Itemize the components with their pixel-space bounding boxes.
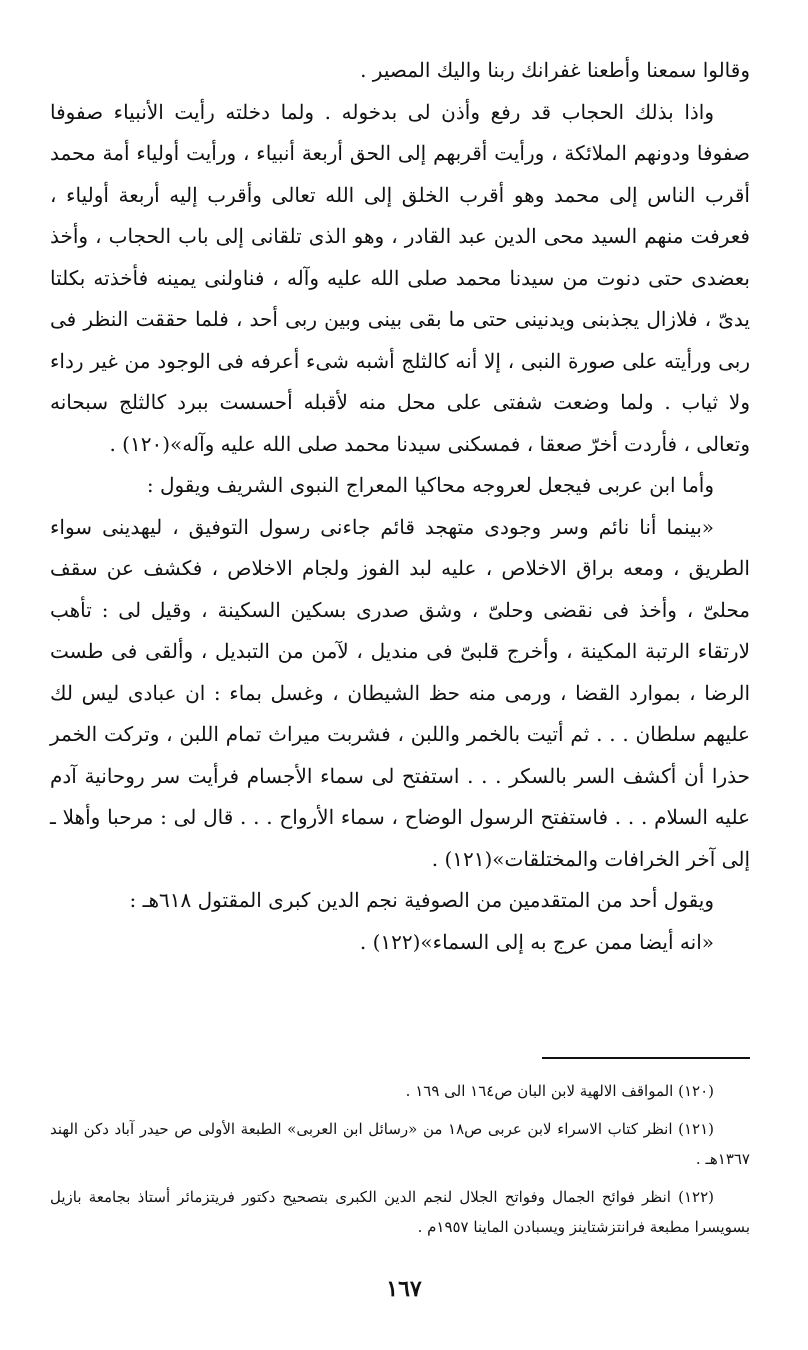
footnote-122: (١٢٢) انظر فوائح الجمال وفواتح الجلال لنجم الدين الكبرى بتصحيح دكتور فريتزمائر أستاذ بجامعة بازيل بسويسرا مطبعة فرانتزشتاينز ويسبادن الماينا ١٩٥٧م .	[50, 1188, 750, 1236]
paragraph-najm-al-din-quote: «انه أيضا ممن عرج به إلى السماء»(١٢٢) .	[359, 929, 714, 954]
main-text	[50, 50, 750, 963]
footnote-separator	[542, 1057, 750, 1059]
footnotes	[50, 1076, 750, 1250]
page-number: ١٦٧	[386, 1276, 422, 1302]
paragraph-ibn-arabi-intro: وأما ابن عربى فيجعل لعروجه محاكيا المعراج النبوى الشريف ويقول :	[146, 473, 714, 497]
footnote-120: (١٢٠) المواقف الالهية لابن البان ص١٦٤ الى ١٦٩ .	[405, 1082, 714, 1100]
paragraph-najm-al-din-intro: ويقول أحد من المتقدمين من الصوفية نجم الدين كبرى المقتول ٦١٨هـ :	[129, 888, 714, 912]
paragraph-ibn-arabi-quote: «بينما أنا نائم وسر وجودى متهجد قائم جاءنى رسول التوفيق ، ليهدينى سواء الطريق ، ومعه براق الاخلاص ، عليه لبد الفوز ولجام الاخلاص ، فكشف عن سقف محلىّ ، وأخذ فى نقضى وحلىّ ، وشق صدرى بسكين السكينة ، وقيل لى : تأهب لارتقاء الرتبة المكينة ، وأخرج قلبىّ فى منديل ، لآمن من التبديل ، وألقى فى طست الرضا ، بموارد القضا ، ورمى منه حظ الشيطان ، وغسل بماء : ان عبادى ليس لك عليهم سلطان . . . ثم أتيت بالخمر واللبن ، فشربت ميراث تمام اللبن ، وتركت الخمر حذرا أن أكشف السر بالسكر . . . استفتح لى سماء الأجسام فرأيت سر روحانية آدم عليه السلام . . . فاستفتح الرسول الوضاح ، سماء الأرواح . . . قال لى : مرحبا وأهلا ـ إلى آخر الخرافات والمختلقات»(١٢١) .	[50, 514, 750, 871]
paragraph-quran-verse: وقالوا سمعنا وأطعنا غفرانك ربنا واليك المصير .	[360, 58, 750, 82]
footnote-121: (١٢١) انظر كتاب الاسراء لابن عربى ص١٨ من «رسائل ابن العربى» الطبعة الأولى ص حيدر آباد دكن الهند ١٣٦٧هـ .	[50, 1120, 750, 1168]
paragraph-vision-account: واذا بذلك الحجاب قد رفع وأذن لى بدخوله . ولما دخلته رأيت الأنبياء صفوفا صفوفا ودونهم الملائكة ، ورأيت أقربهم إلى الحق أربعة أنبياء ، ورأيت أولياء أمة محمد أقرب الناس إلى محمد وهو أقرب الخلق إلى الله تعالى وأقرب إليه أربعة أولياء ، فعرفت منهم السيد محى الدين عبد القادر ، وهو الذى تلقانى إلى باب الحجاب ، وأخذ بعضدى حتى دنوت من سيدنا محمد صلى الله عليه وآله ، فناولنى يمينه فأخذته بكلتا يدىّ ، فلازال يجذبنى ويدنينى حتى ما بقى بينى وبين ربى أحد ، فلما حققت النظر فى ربى ورأيته على صورة النبى ، إلا أنه كالثلج أشبه شىء أعرفه فى الوجود من غير رداء ولا ثياب . ولما وضعت شفتى على محل منه لأقبله أحسست ببرد كالثلج سبحانه وتعالى ، فأردت أخرّ صعقا ، فمسكنى سيدنا محمد صلى الله عليه وآله»(١٢٠) .	[50, 99, 750, 456]
